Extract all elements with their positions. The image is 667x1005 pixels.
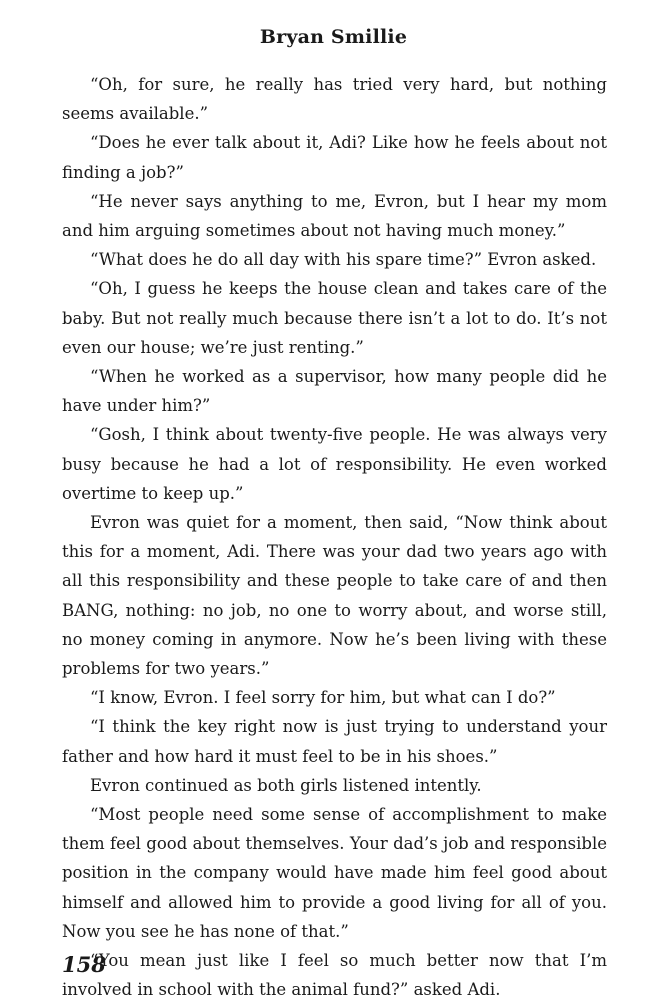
- paragraph: “Most people need some sense of accomplishment to make them feel good about themselves. Your dad’s job and responsible position in the company would have made him feel good about himself and allowed him to provide a good living for all of you. Now you see he has none of that.”: [62, 805, 607, 941]
- paragraph: “Does he ever talk about it, Adi? Like how he feels about not finding a job?”: [62, 133, 607, 182]
- paragraph: Evron was quiet for a moment, then said, “Now think about this for a moment, Adi. There was your dad two years ago with all this responsibility and these people to take care of and then BANG, nothing: no job, no one to worry about, and worse still, no money coming in anymore. Now he’s been living with these problems for two years.”: [62, 513, 607, 679]
- paragraph: “Gosh, I think about twenty-five people. He was always very busy because he had a lot of responsibility. He even worked overtime to keep up.”: [62, 425, 607, 503]
- paragraph: “Oh, for sure, he really has tried very hard, but nothing seems available.”: [62, 75, 607, 124]
- paragraph: “When he worked as a supervisor, how many people did he have under him?”: [62, 367, 607, 416]
- page-number: 158: [62, 952, 106, 977]
- paragraph: “I think the key right now is just trying to understand your father and how hard it must feel to be in his shoes.”: [62, 717, 607, 766]
- paragraph: “He never says anything to me, Evron, but I hear my mom and him arguing sometimes about not having much money.”: [62, 191, 607, 241]
- paragraph: Evron continued as both girls listened intently.: [90, 775, 482, 795]
- body-text: [62, 70, 607, 1005]
- running-head-author: Bryan Smillie: [259, 26, 408, 48]
- paragraph: “Oh, I guess he keeps the house clean and takes care of the baby. But not really much because there isn’t a lot to do. It’s not even our house; we’re just renting.”: [62, 279, 607, 357]
- paragraph: “I know, Evron. I feel sorry for him, but what can I do?”: [90, 688, 556, 708]
- paragraph: “You mean just like I feel so much better now that I’m involved in school with the animal fund?” asked Adi.: [62, 951, 607, 1000]
- paragraph: “What does he do all day with his spare time?” Evron asked.: [90, 250, 597, 270]
